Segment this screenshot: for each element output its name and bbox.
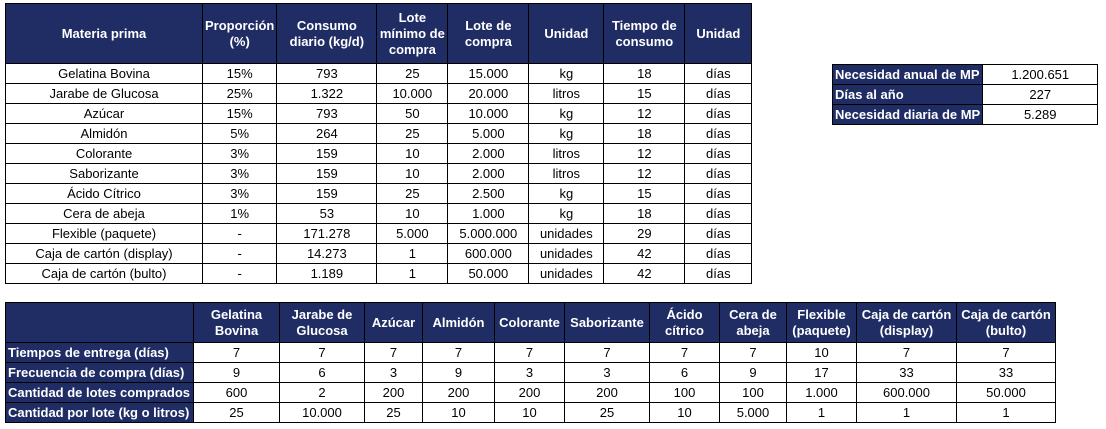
table-row bbox=[6, 224, 752, 244]
table-cell: 12 bbox=[604, 144, 685, 164]
table-cell: días bbox=[685, 84, 752, 104]
table-row bbox=[6, 264, 752, 284]
header-proporcion: Proporción (%) bbox=[203, 4, 277, 64]
purchase-header-cell: Caja de cartón (display) bbox=[857, 303, 957, 343]
table-cell: 10 bbox=[377, 164, 448, 184]
summary-value: 5.289 bbox=[983, 105, 1098, 125]
header-lote-compra: Lote de compra bbox=[448, 4, 529, 64]
table-cell: 42 bbox=[604, 264, 685, 284]
raw-materials-header-row bbox=[6, 4, 752, 64]
table-cell: unidades bbox=[529, 224, 604, 244]
table-cell: 7 bbox=[650, 343, 720, 363]
table-cell: 3 bbox=[495, 363, 565, 383]
table-cell: 2 bbox=[280, 383, 365, 403]
table-row bbox=[6, 244, 752, 264]
table-cell: 793 bbox=[277, 104, 377, 124]
purchase-header-cell: Gelatina Bovina bbox=[194, 303, 280, 343]
table-cell: 5.000 bbox=[448, 124, 529, 144]
table-cell: 25 bbox=[565, 403, 650, 423]
table-cell: 25 bbox=[377, 64, 448, 84]
header-lote-minimo: Lote mínimo de compra bbox=[377, 4, 448, 64]
header-tiempo-consumo: Tiempo de consumo bbox=[604, 4, 685, 64]
purchase-header-cell: Jarabe de Glucosa bbox=[280, 303, 365, 343]
table-cell: 600.000 bbox=[448, 244, 529, 264]
purchase-body bbox=[6, 343, 1056, 423]
table-cell: - bbox=[203, 224, 277, 244]
table-cell: 7 bbox=[194, 343, 280, 363]
table-cell: 3% bbox=[203, 164, 277, 184]
table-cell: 12 bbox=[604, 164, 685, 184]
table-cell: 12 bbox=[604, 104, 685, 124]
table-cell: 25 bbox=[377, 124, 448, 144]
table-cell: 33 bbox=[857, 363, 957, 383]
table-cell: 5.000 bbox=[720, 403, 787, 423]
table-cell: 18 bbox=[604, 124, 685, 144]
table-cell: 7 bbox=[280, 343, 365, 363]
table-cell: Colorante bbox=[6, 144, 203, 164]
table-cell: 3% bbox=[203, 144, 277, 164]
table-cell: unidades bbox=[529, 264, 604, 284]
summary-label: Necesidad diaria de MP bbox=[833, 105, 983, 125]
summary-row bbox=[833, 85, 1098, 105]
table-cell: 10 bbox=[377, 204, 448, 224]
table-row bbox=[6, 184, 752, 204]
table-cell: días bbox=[685, 204, 752, 224]
purchase-row-label: Cantidad de lotes comprados bbox=[6, 383, 194, 403]
table-cell: 10.000 bbox=[448, 104, 529, 124]
table-cell: 5.000 bbox=[377, 224, 448, 244]
purchase-header-cell: Azúcar bbox=[365, 303, 423, 343]
purchase-header-cell: Flexible (paquete) bbox=[787, 303, 857, 343]
table-cell: - bbox=[203, 244, 277, 264]
table-row bbox=[6, 363, 1056, 383]
header-materia-prima: Materia prima bbox=[6, 4, 203, 64]
table-cell: 10 bbox=[787, 343, 857, 363]
purchase-row-label: Cantidad por lote (kg o litros) bbox=[6, 403, 194, 423]
table-cell: 33 bbox=[957, 363, 1056, 383]
table-row bbox=[6, 124, 752, 144]
table-row bbox=[6, 64, 752, 84]
table-cell: 1.189 bbox=[277, 264, 377, 284]
table-cell: 600.000 bbox=[857, 383, 957, 403]
header-unidad: Unidad bbox=[529, 4, 604, 64]
summary-label: Necesidad anual de MP bbox=[833, 65, 983, 85]
table-cell: días bbox=[685, 104, 752, 124]
table-cell: 50 bbox=[377, 104, 448, 124]
summary-row bbox=[833, 105, 1098, 125]
table-cell: Gelatina Bovina bbox=[6, 64, 203, 84]
table-cell: Caja de cartón (display) bbox=[6, 244, 203, 264]
purchase-header-cell: Saborizante bbox=[565, 303, 650, 343]
table-cell: litros bbox=[529, 144, 604, 164]
table-cell: 9 bbox=[423, 363, 495, 383]
table-cell: 9 bbox=[720, 363, 787, 383]
table-cell: 600 bbox=[194, 383, 280, 403]
table-cell: Ácido Cítrico bbox=[6, 184, 203, 204]
summary-table bbox=[832, 64, 1098, 125]
table-cell: 10 bbox=[423, 403, 495, 423]
table-cell: 200 bbox=[495, 383, 565, 403]
purchase-header-cell: Colorante bbox=[495, 303, 565, 343]
table-cell: 17 bbox=[787, 363, 857, 383]
purchase-header-cell: Caja de cartón (bulto) bbox=[957, 303, 1056, 343]
table-row bbox=[6, 164, 752, 184]
table-cell: 7 bbox=[720, 343, 787, 363]
table-cell: 7 bbox=[565, 343, 650, 363]
purchase-header-cell: Cera de abeja bbox=[720, 303, 787, 343]
table-cell: 10 bbox=[495, 403, 565, 423]
purchase-corner bbox=[6, 303, 194, 343]
table-cell: 10.000 bbox=[377, 84, 448, 104]
table-cell: kg bbox=[529, 204, 604, 224]
table-cell: 200 bbox=[365, 383, 423, 403]
table-cell: días bbox=[685, 184, 752, 204]
table-cell: días bbox=[685, 144, 752, 164]
table-cell: - bbox=[203, 264, 277, 284]
table-cell: unidades bbox=[529, 244, 604, 264]
table-cell: 1 bbox=[957, 403, 1056, 423]
table-cell: 264 bbox=[277, 124, 377, 144]
table-cell: 15 bbox=[604, 184, 685, 204]
table-cell: 3% bbox=[203, 184, 277, 204]
table-cell: kg bbox=[529, 124, 604, 144]
table-cell: Azúcar bbox=[6, 104, 203, 124]
table-cell: 50.000 bbox=[957, 383, 1056, 403]
table-cell: 7 bbox=[423, 343, 495, 363]
table-cell: 15 bbox=[604, 84, 685, 104]
table-row bbox=[6, 343, 1056, 363]
table-cell: 1.000 bbox=[448, 204, 529, 224]
table-cell: 171.278 bbox=[277, 224, 377, 244]
table-cell: 53 bbox=[277, 204, 377, 224]
summary-value: 1.200.651 bbox=[983, 65, 1098, 85]
table-cell: Saborizante bbox=[6, 164, 203, 184]
table-cell: 6 bbox=[280, 363, 365, 383]
table-cell: 1 bbox=[377, 244, 448, 264]
table-cell: 18 bbox=[604, 204, 685, 224]
summary-label: Días al año bbox=[833, 85, 983, 105]
table-cell: 18 bbox=[604, 64, 685, 84]
table-cell: días bbox=[685, 164, 752, 184]
table-cell: 42 bbox=[604, 244, 685, 264]
raw-materials-table bbox=[5, 3, 752, 284]
table-cell: 14.273 bbox=[277, 244, 377, 264]
table-row bbox=[6, 204, 752, 224]
table-cell: 10 bbox=[377, 144, 448, 164]
table-cell: 15% bbox=[203, 104, 277, 124]
table-cell: 25 bbox=[377, 184, 448, 204]
table-cell: Flexible (paquete) bbox=[6, 224, 203, 244]
table-cell: 10 bbox=[650, 403, 720, 423]
table-cell: 29 bbox=[604, 224, 685, 244]
table-cell: 15.000 bbox=[448, 64, 529, 84]
table-cell: 20.000 bbox=[448, 84, 529, 104]
table-cell: 1 bbox=[857, 403, 957, 423]
table-cell: 25 bbox=[365, 403, 423, 423]
table-cell: Caja de cartón (bulto) bbox=[6, 264, 203, 284]
purchase-header-cell: Almidón bbox=[423, 303, 495, 343]
table-cell: 200 bbox=[423, 383, 495, 403]
table-cell: kg bbox=[529, 184, 604, 204]
table-row bbox=[6, 144, 752, 164]
table-cell: 6 bbox=[650, 363, 720, 383]
table-cell: 200 bbox=[565, 383, 650, 403]
table-cell: 7 bbox=[365, 343, 423, 363]
header-consumo-diario: Consumo diario (kg/d) bbox=[277, 4, 377, 64]
table-cell: días bbox=[685, 124, 752, 144]
table-cell: 1% bbox=[203, 204, 277, 224]
raw-materials-body bbox=[6, 64, 752, 284]
table-cell: 2.500 bbox=[448, 184, 529, 204]
table-cell: 1.000 bbox=[787, 383, 857, 403]
table-cell: litros bbox=[529, 164, 604, 184]
purchase-row-label: Tiempos de entrega (días) bbox=[6, 343, 194, 363]
table-cell: kg bbox=[529, 64, 604, 84]
table-cell: 1.322 bbox=[277, 84, 377, 104]
table-cell: 9 bbox=[194, 363, 280, 383]
table-cell: 50.000 bbox=[448, 264, 529, 284]
header-unidad-tiempo: Unidad bbox=[685, 4, 752, 64]
table-cell: Cera de abeja bbox=[6, 204, 203, 224]
table-row bbox=[6, 403, 1056, 423]
table-cell: 5% bbox=[203, 124, 277, 144]
table-cell: 25 bbox=[194, 403, 280, 423]
summary-value: 227 bbox=[983, 85, 1098, 105]
table-row bbox=[6, 84, 752, 104]
table-cell: 1 bbox=[787, 403, 857, 423]
table-cell: 2.000 bbox=[448, 144, 529, 164]
table-cell: Almidón bbox=[6, 124, 203, 144]
table-cell: días bbox=[685, 264, 752, 284]
table-cell: 5.000.000 bbox=[448, 224, 529, 244]
table-row bbox=[6, 104, 752, 124]
table-cell: 159 bbox=[277, 144, 377, 164]
purchase-table bbox=[5, 302, 1056, 423]
summary-row bbox=[833, 65, 1098, 85]
table-cell: días bbox=[685, 244, 752, 264]
purchase-row-label: Frecuencia de compra (días) bbox=[6, 363, 194, 383]
table-cell: 15% bbox=[203, 64, 277, 84]
table-row bbox=[6, 383, 1056, 403]
table-cell: 3 bbox=[565, 363, 650, 383]
purchase-header-cell: Ácido cítrico bbox=[650, 303, 720, 343]
table-cell: 100 bbox=[650, 383, 720, 403]
table-cell: 7 bbox=[857, 343, 957, 363]
table-cell: 793 bbox=[277, 64, 377, 84]
table-cell: 7 bbox=[957, 343, 1056, 363]
table-cell: 159 bbox=[277, 164, 377, 184]
table-cell: 2.000 bbox=[448, 164, 529, 184]
table-cell: días bbox=[685, 64, 752, 84]
table-cell: 100 bbox=[720, 383, 787, 403]
table-cell: Jarabe de Glucosa bbox=[6, 84, 203, 104]
table-cell: kg bbox=[529, 104, 604, 124]
table-cell: 3 bbox=[365, 363, 423, 383]
table-cell: 1 bbox=[377, 264, 448, 284]
table-cell: días bbox=[685, 224, 752, 244]
table-cell: 159 bbox=[277, 184, 377, 204]
table-cell: 7 bbox=[495, 343, 565, 363]
table-cell: 10.000 bbox=[280, 403, 365, 423]
purchase-header-row bbox=[6, 303, 1056, 343]
table-cell: 25% bbox=[203, 84, 277, 104]
table-cell: litros bbox=[529, 84, 604, 104]
